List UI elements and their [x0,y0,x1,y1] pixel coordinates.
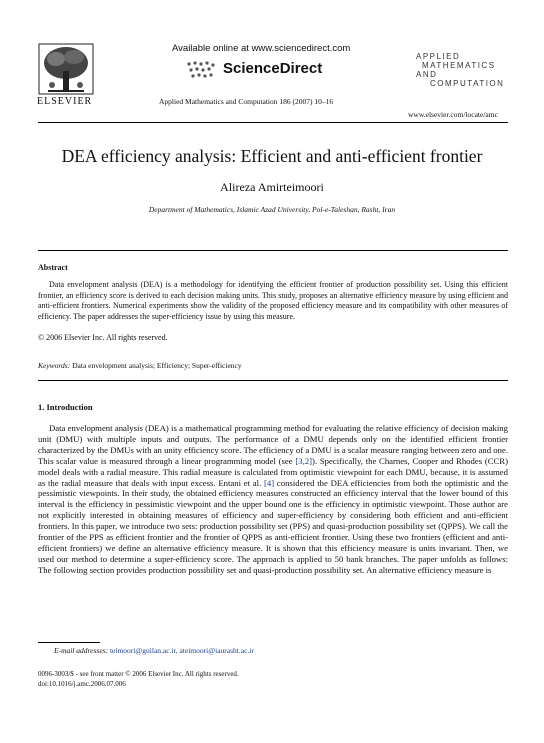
journal-logo-line: AND [416,70,438,79]
page-header [0,0,544,125]
article-author: Alireza Amirteimoori [220,180,324,194]
abstract-text: Data envelopment analysis (DEA) is a methodology for identifying the efficient frontier of production possibility set. Using this efficient frontier, an efficiency score is derived to each decision making units. This study, proposes an alternative efficiency measure by using efficient and anti-efficient frontiers. Numerical experiments show the validity of the proposed efficiency measure and its compatibility with other measures of efficiency. The paper addresses the super-efficiency issue by using this measure. [38,280,508,321]
sciencedirect-mark-icon [185,60,217,80]
doi-line[interactable]: doi:10.1016/j.amc.2006.07.006 [38,680,126,688]
available-online-text[interactable]: Available online at www.sciencedirect.com [172,43,351,54]
introduction-paragraph [38,423,508,576]
front-matter-line: 0096-3003/$ - see front matter © 2006 Elsevier Inc. All rights reserved. [38,670,239,678]
email-links[interactable]: teimoori@guilan.ac.ir, ateimoori@iaurasht.ac.ir [109,646,254,655]
publisher-name: ELSEVIER [37,96,93,107]
citation-link[interactable]: [3,2] [295,455,313,466]
keywords-text: Data envelopment analysis; Efficiency; Super-efficiency [72,361,242,370]
section-heading: 1. Introduction [38,402,93,412]
abstract-top-divider [38,250,508,251]
abstract-heading: Abstract [38,263,68,272]
journal-citation: Applied Mathematics and Computation 186 (2007) 10–16 [159,97,334,106]
keywords-line [38,361,242,370]
author-affiliation: Department of Mathematics, Islamic Azad University, Pol-e-Taleshan, Rasht, Iran [148,205,396,214]
journal-logo [416,52,516,96]
journal-logo-line: MATHEMATICS [422,61,496,70]
journal-logo-line: COMPUTATION [430,79,505,88]
sciencedirect-brand: ScienceDirect [223,60,323,77]
intro-text-part: considered the DEA efficiencies from both the optimistic and the pessimistic viewpoints. In their study, the obtained efficiency measures constructed an efficiency interval that the lower bound of this interval is the efficiency in pessimistic viewpoint and the upper bound one is the efficiency in optimistic viewpoint. Those author are not explicitly interested in obtaining measures of efficiency and super-efficiency by considering both efficient and anti-efficient frontiers. In this paper, we introduce two sets: production possibility set (PPS) and quasi-production possibility set (QPPS). We call the frontier of the PPS as efficient frontier and the frontier of QPPS as anti-efficient frontier. Using these two frontiers (efficient and anti-efficient frontiers) we define an alternative efficiency measure. It is shown that this efficiency measure is units invariant. Then, we used our method to determine a super-efficiency score. The approach is applied to 50 bank branches. The paper unfolds as follows: The following section provides production possibility set and quasi-production possibility set. An alternative efficiency measure is [38,477,508,575]
footnote-label: E-mail addresses: [54,646,109,655]
citation-link[interactable]: [4] [264,477,275,488]
journal-logo-line: APPLIED [416,52,461,61]
intro-text-part: ). Specifically, the Charnes, Cooper and Rhodes (CCR) model deals with a radial measure. This radial measure is calculated from optimistic viewpoint for each DMU, because, it is assumed as the radial measure that deals with input excess. Entani et al. [38,455,508,488]
header-divider [38,122,508,123]
intro-text-part: Data envelopment analysis (DEA) is a mathematical programming method for evaluating the relative efficiency of decision making unit (DMU) with multiple inputs and outputs. The performance of a DMU depends only on the identified efficient frontier characterized by the DMUs with an unity efficiency score. The efficiency of a DMU is a scalar measure ranging between zero and one. This scalar value is measured through a linear programming model (see [38,423,508,466]
abstract-copyright: © 2006 Elsevier Inc. All rights reserved. [38,333,168,342]
footnote-divider [38,642,100,643]
keywords-label: Keywords: [38,361,71,370]
introduction-body [38,423,508,576]
abstract-bottom-divider [38,380,508,381]
article-title: DEA efficiency analysis: Efficient and anti-efficient frontier [61,146,483,166]
journal-url[interactable]: www.elsevier.com/locate/amc [408,110,498,119]
footnote-email [54,646,254,655]
